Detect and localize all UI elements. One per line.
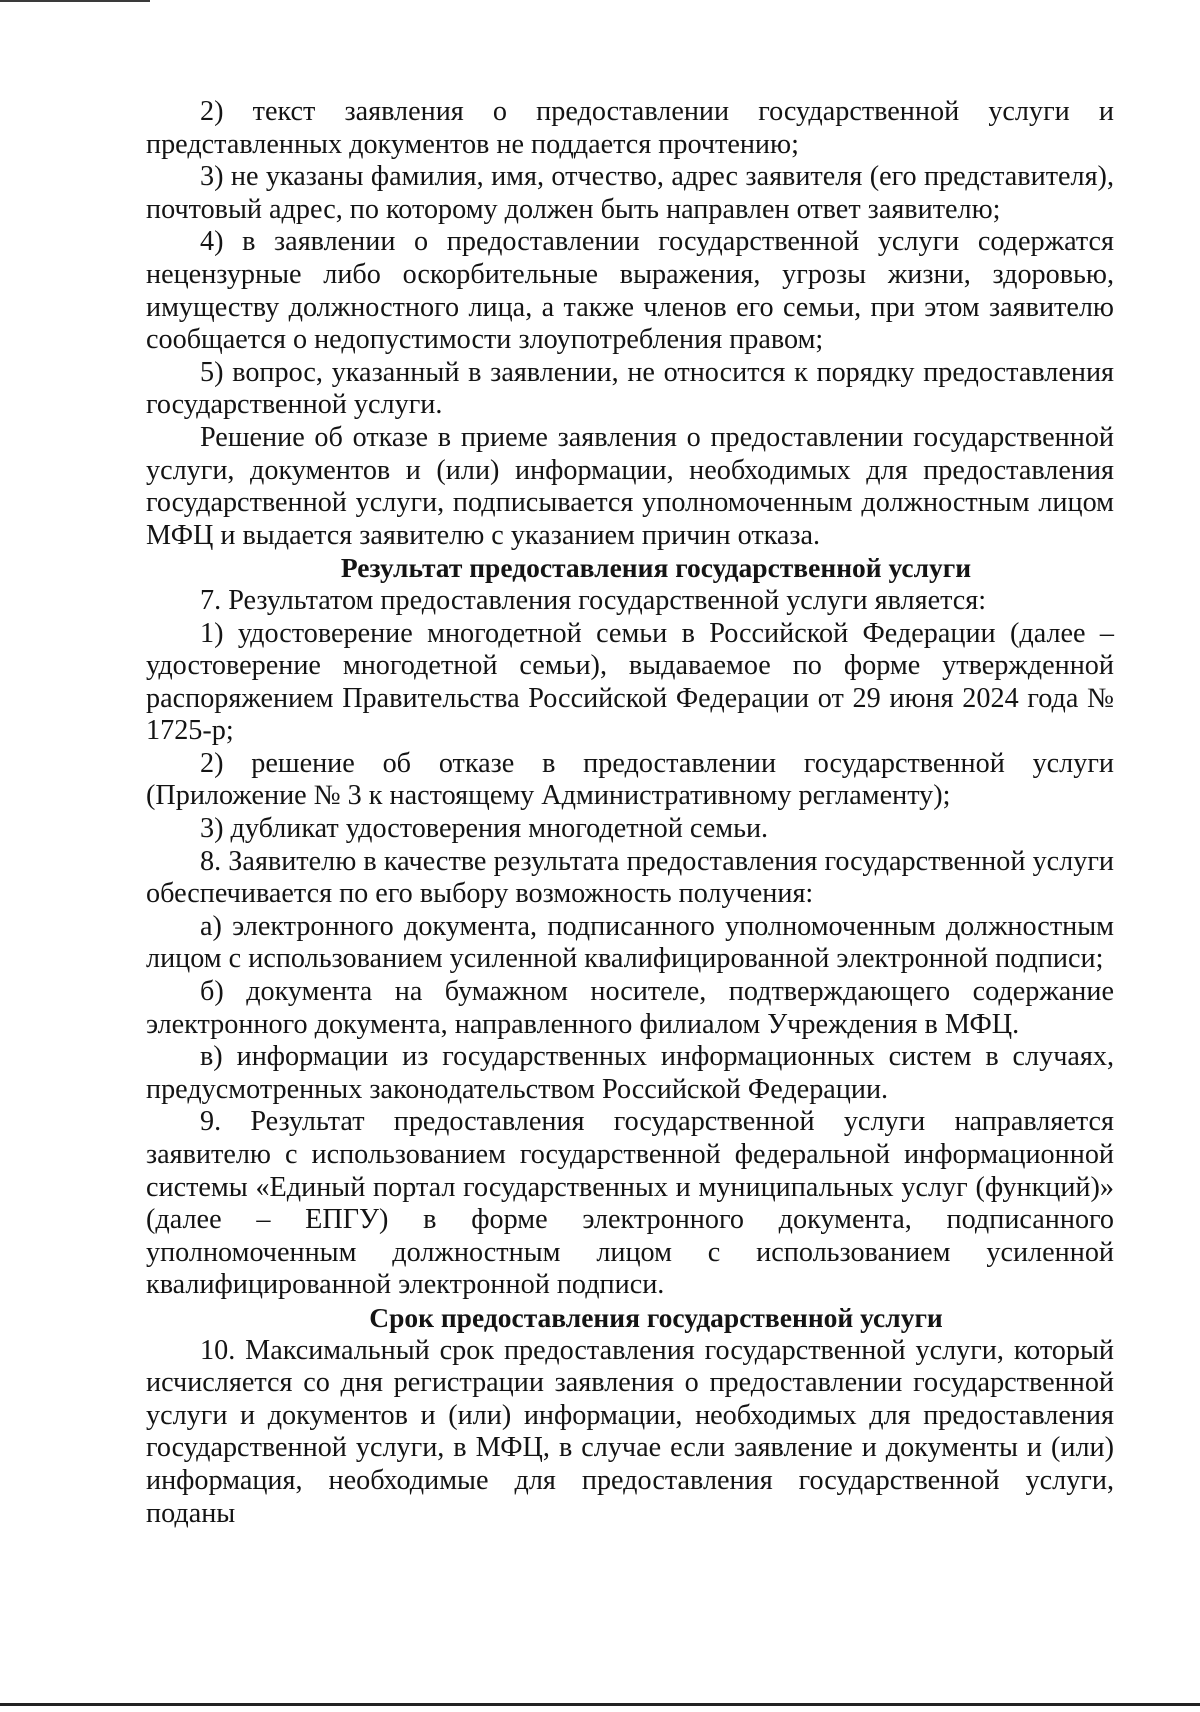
- result-item-2: 2) решение об отказе в предоставлении государственной услуги (Приложение № 3 к настоящему Административному регламенту);: [146, 747, 1114, 812]
- document-page: [146, 96, 1114, 1530]
- refusal-decision-paragraph: Решение об отказе в приеме заявления о предоставлении государственной услуги, документов и (или) информации, необходимых для предоставления государственной услуги, подписывается уполномоченным должностным лицом МФЦ и выдается заявителю с указанием причин отказа.: [146, 421, 1114, 551]
- scan-edge-bottom: [0, 1703, 1200, 1706]
- paragraph-10: 10. Максимальный срок предоставления государственной услуги, который исчисляется со дня регистрации заявления о предоставлении государственной услуги и документов и (или) информации, необходимых для предоставления государственной услуги, в МФЦ, в случае если заявление и документы и (или) информация, необходимые для предоставления государственной услуги, поданы: [146, 1334, 1114, 1529]
- list-item-5: 5) вопрос, указанный в заявлении, не относится к порядку предоставления государственной услуги.: [146, 356, 1114, 421]
- paragraph-7: 7. Результатом предоставления государственной услуги является:: [200, 584, 987, 616]
- paragraph-8: 8. Заявителю в качестве результата предоставления государственной услуги обеспечивается по его выбору возможность получения:: [146, 845, 1114, 910]
- option-a: а) электронного документа, подписанного уполномоченным должностным лицом с использованием усиленной квалифицированной электронной подписи;: [146, 910, 1114, 975]
- option-b: б) документа на бумажном носителе, подтверждающего содержание электронного документа, направленного филиалом Учреждения в МФЦ.: [146, 976, 1114, 1040]
- section-heading-term: Срок предоставления государственной услуги: [369, 1301, 943, 1333]
- paragraph-9: 9. Результат предоставления государственной услуги направляется заявителю с использованием государственной федеральной информационной системы «Единый портал государственных и муниципальных услуг (функций)» (далее – ЕПГУ) в форме электронного документа, подписанного уполномоченным должностным лицом с использованием усиленной квалифицированной электронной подписи.: [146, 1106, 1114, 1301]
- list-item-3: 3) не указаны фамилия, имя, отчество, адрес заявителя (его представителя), почтовый адрес, по которому должен быть направлен ответ заявителю;: [146, 161, 1114, 225]
- result-item-3: 3) дубликат удостоверения многодетной семьи.: [200, 813, 769, 845]
- section-heading-result: Результат предоставления государственной услуги: [340, 552, 972, 584]
- scan-edge-top: [0, 0, 150, 2]
- result-item-1: 1) удостоверение многодетной семьи в Российской Федерации (далее – удостоверение многодетной семьи), выдаваемое по форме утвержденной распоряжением Правительства Российской Федерации от 29 июня 2024 года № 1725-р;: [146, 617, 1114, 747]
- list-item-4: 4) в заявлении о предоставлении государственной услуги содержатся нецензурные либо оскорбительные выражения, угрозы жизни, здоровью, имуществу должностного лица, а также членов его семьи, при этом заявителю сообщается о недопустимости злоупотребления правом;: [146, 226, 1114, 356]
- option-c: в) информации из государственных информационных систем в случаях, предусмотренных законодательством Российской Федерации.: [146, 1041, 1114, 1105]
- list-item-2: 2) текст заявления о предоставлении государственной услуги и представленных документов не поддается прочтению;: [146, 96, 1114, 160]
